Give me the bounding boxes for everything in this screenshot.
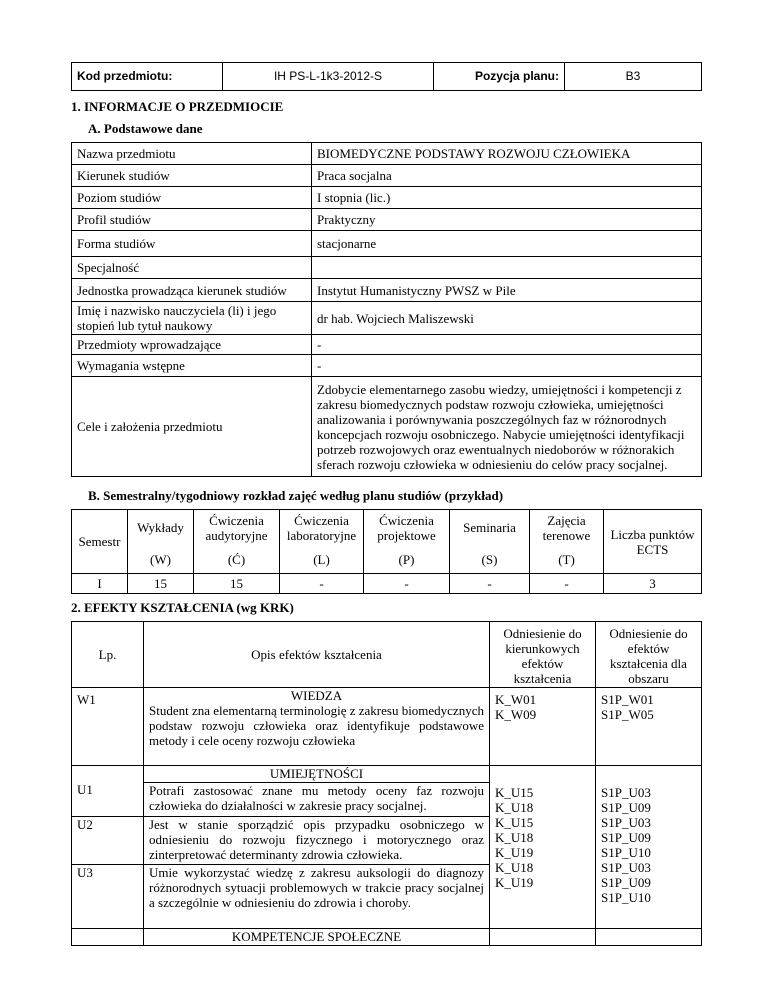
category-umiejetnosci: UMIEJĘTNOŚCI <box>144 765 490 782</box>
column-abbr: (Ć) <box>194 546 280 574</box>
reference-code: S1P_U03 <box>601 784 651 800</box>
section-a-title: A. Podstawowe dane <box>88 121 203 136</box>
ects-header: Liczba punktów ECTS <box>604 510 702 574</box>
table-row <box>72 335 702 355</box>
effect-description: Umie wykorzystać wiedzę z zakresu auksologii do diagnozy różnorodnych sytuacji problemowych w trakcie pracy socjalnej a szczególnie w odniesieniu do zdrowia i choroby. <box>144 864 490 928</box>
column-abbr: (L) <box>280 546 364 574</box>
reference-code: S1P_U10 <box>601 844 651 860</box>
semester-value: I <box>72 574 128 594</box>
row-value: stacjonarne <box>312 231 702 257</box>
field-reference-cell <box>490 765 596 928</box>
semester-header: Semestr <box>72 510 128 574</box>
row-label: Przedmioty wprowadzające <box>72 335 312 355</box>
column-header: Ćwiczenia projektowe <box>364 510 450 546</box>
effect-description: Jest w stanie sporządzić opis przypadku osobniczego w odniesieniu do rozwoju fizycznego i motorycznego oraz zinterpretować determinanty zdrowia człowieka. <box>144 816 490 864</box>
header-table <box>71 62 702 91</box>
field-reference-header: Odniesienie do kierunkowych efektów kształcenia <box>490 622 596 688</box>
lp-header: Lp. <box>72 622 144 688</box>
row-value: Praktyczny <box>312 209 702 231</box>
hours-value: - <box>530 574 604 594</box>
row-label: Jednostka prowadząca kierunek studiów <box>72 279 312 302</box>
table-row <box>72 302 702 335</box>
area-reference-header: Odniesienie do efektów kształcenia dla obszaru <box>596 622 702 688</box>
reference-code: S1P_W05 <box>601 707 654 722</box>
hours-value: 15 <box>128 574 194 594</box>
column-header: Zajęcia terenowe <box>530 510 604 546</box>
plan-position-label: Pozycja planu: <box>434 63 565 91</box>
reference-code: S1P_U03 <box>601 859 651 875</box>
hours-value: - <box>364 574 450 594</box>
description-header: Opis efektów kształcenia <box>144 622 490 688</box>
field-reference-cell <box>490 688 596 766</box>
category-kompetencje: KOMPETENCJE SPOŁECZNE <box>144 928 490 945</box>
row-value: BIOMEDYCZNE PODSTAWY ROZWOJU CZŁOWIEKA <box>312 143 702 165</box>
column-header: Ćwiczenia laboratoryjne <box>280 510 364 546</box>
reference-code: K_W01 <box>495 692 537 707</box>
reference-code: K_U19 <box>495 844 534 860</box>
table-row <box>72 355 702 377</box>
basic-data-table <box>71 142 702 477</box>
table-row <box>72 257 702 279</box>
hours-value: - <box>450 574 530 594</box>
course-code-value: IH PS-L-1k3-2012-S <box>223 63 434 91</box>
hours-value: - <box>280 574 364 594</box>
reference-code: S1P_U03 <box>601 814 651 830</box>
reference-code: K_U15 <box>495 784 534 800</box>
section-2-title: 2. EFEKTY KSZTAŁCENIA (wg KRK) <box>71 600 294 615</box>
lp-cell: U3 <box>72 864 144 928</box>
table-row <box>72 209 702 231</box>
row-label: Poziom studiów <box>72 187 312 209</box>
table-row <box>72 377 702 477</box>
lp-cell: U2 <box>72 816 144 864</box>
effect-description: Student zna elementarną terminologię z zakresu biomedycznych podstaw rozwoju człowieka oraz identyfikuje podstawowe metody i cele oceny rozwoju człowieka <box>144 703 490 765</box>
row-value: - <box>312 335 702 355</box>
section-1-title: 1. INFORMACJE O PRZEDMIOCIE <box>71 99 284 114</box>
category-wiedza: WIEDZA <box>144 688 490 704</box>
effect-description: Potrafi zastosować znane mu metody oceny faz rozwoju człowieka do działalności w zakresie pracy socjalnej. <box>144 782 490 816</box>
effects-table <box>71 621 702 946</box>
reference-code: K_U18 <box>495 859 534 875</box>
ects-value: 3 <box>604 574 702 594</box>
row-label: Nazwa przedmiotu <box>72 143 312 165</box>
course-code-label: Kod przedmiotu: <box>72 63 223 91</box>
row-label: Kierunek studiów <box>72 165 312 187</box>
table-row <box>72 574 702 594</box>
reference-code: S1P_U09 <box>601 799 651 815</box>
column-header: Wykłady <box>128 510 194 546</box>
hours-value: 15 <box>194 574 280 594</box>
reference-code: S1P_U09 <box>601 874 651 890</box>
reference-code: S1P_U09 <box>601 829 651 845</box>
reference-code: K_U18 <box>495 829 534 845</box>
column-abbr: (S) <box>450 546 530 574</box>
reference-code: K_U15 <box>495 814 534 830</box>
row-value: Praca socjalna <box>312 165 702 187</box>
row-label: Wymagania wstępne <box>72 355 312 377</box>
section-b-title: B. Semestralny/tygodniowy rozkład zajęć według planu studiów (przykład) <box>88 488 504 503</box>
reference-code: K_U19 <box>495 874 534 890</box>
table-row <box>72 279 702 302</box>
column-abbr: (W) <box>128 546 194 574</box>
table-row <box>72 165 702 187</box>
table-row <box>72 187 702 209</box>
area-reference-cell <box>596 765 702 928</box>
column-abbr: (P) <box>364 546 450 574</box>
lp-cell: W1 <box>72 688 144 766</box>
lp-cell: U1 <box>72 782 144 816</box>
row-label: Specjalność <box>72 257 312 279</box>
area-reference-cell <box>596 688 702 766</box>
schedule-table <box>71 509 702 594</box>
table-row <box>72 143 702 165</box>
column-abbr: (T) <box>530 546 604 574</box>
row-value: I stopnia (lic.) <box>312 187 702 209</box>
row-label: Profil studiów <box>72 209 312 231</box>
reference-code: K_U18 <box>495 799 534 815</box>
row-value: - <box>312 355 702 377</box>
column-header: Ćwiczenia audytoryjne <box>194 510 280 546</box>
reference-code: S1P_W01 <box>601 692 654 707</box>
plan-position-value: B3 <box>565 63 702 91</box>
row-value: Instytut Humanistyczny PWSZ w Pile <box>312 279 702 302</box>
reference-code: K_W09 <box>495 707 537 722</box>
table-row <box>72 231 702 257</box>
row-value <box>312 257 702 279</box>
row-label: Imię i nazwisko nauczyciela (li) i jego stopień lub tytuł naukowy <box>72 302 312 335</box>
reference-code: S1P_U10 <box>601 889 651 905</box>
row-value: dr hab. Wojciech Maliszewski <box>312 302 702 335</box>
column-header: Seminaria <box>450 510 530 546</box>
row-label: Cele i założenia przedmiotu <box>72 377 312 477</box>
row-value: Zdobycie elementarnego zasobu wiedzy, umiejętności i kompetencji z zakresu biomedycznych podstaw rozwoju człowieka, umiejętności analizowania i porównywania poszczególnych faz w różnorodnych koncepcjach rozwoju osobniczego. Nabycie umiejętności identyfikacji potrzeb rozwojowych oraz ewentualnych niedoborów w różnorakich sferach rozwoju człowieka w odniesieniu do celów pracy socjalnej. <box>312 377 702 477</box>
row-label: Forma studiów <box>72 231 312 257</box>
